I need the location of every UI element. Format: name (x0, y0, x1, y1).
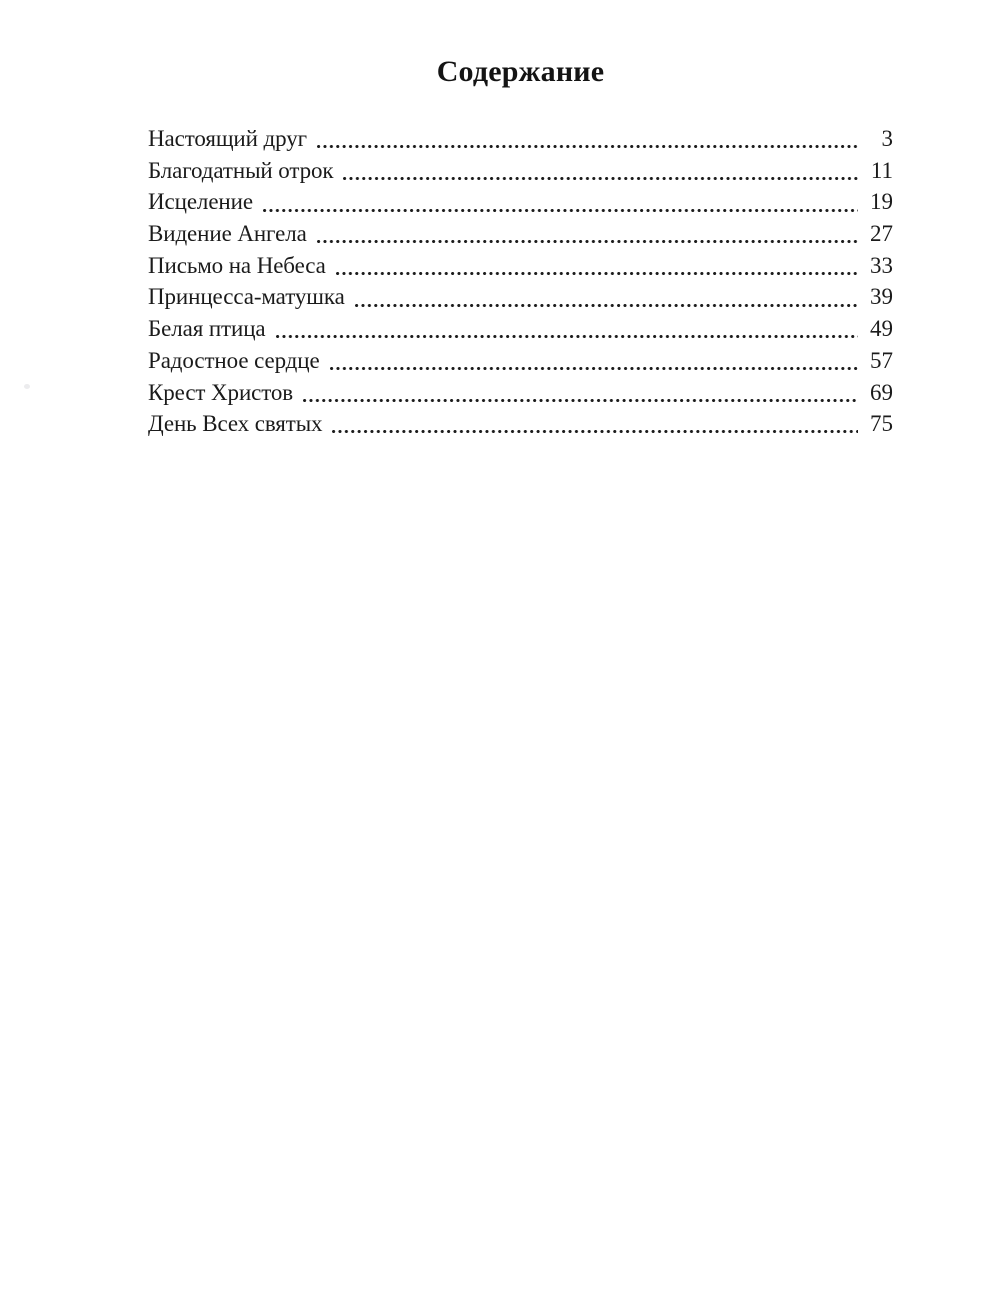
toc-entry-title: Видение Ангела (148, 221, 307, 247)
dot-leader (336, 271, 858, 276)
dot-leader (303, 398, 858, 403)
dot-leader (317, 239, 858, 244)
toc-entry-page-number: 75 (870, 411, 893, 437)
toc-content (148, 0, 893, 440)
toc-entry (148, 155, 893, 187)
dot-leader (332, 429, 858, 434)
toc-entry-title: Благодатный отрок (148, 157, 334, 183)
toc-entry-page-number: 39 (870, 284, 893, 310)
dot-leader (317, 144, 858, 149)
dot-leader (330, 366, 858, 371)
toc-entry (148, 123, 893, 155)
toc-entry (148, 218, 893, 250)
page-title: Содержание (436, 55, 605, 88)
dot-leader (355, 303, 858, 308)
toc-entry-title: День Всех святых (148, 411, 323, 437)
toc-entry-page-number: 19 (870, 189, 893, 215)
toc-entry (148, 281, 893, 313)
toc-entry-page-number: 27 (870, 221, 893, 247)
toc-entry-page-number: 33 (870, 252, 893, 278)
toc-entry-page-number: 3 (881, 126, 893, 151)
toc-entry-title: Принцесса-матушка (148, 284, 345, 310)
dot-leader (276, 334, 858, 339)
scan-speck (24, 384, 30, 389)
toc-entry (148, 408, 893, 440)
dot-leader (263, 208, 858, 213)
toc-entry-page-number: 49 (870, 316, 893, 342)
toc-entry (148, 313, 893, 345)
toc-entry-page-number: 11 (870, 157, 893, 183)
toc-entry (148, 186, 893, 218)
toc-entry-title: Настоящий друг (148, 126, 307, 151)
toc-entry-title: Исцеление (148, 189, 253, 215)
toc-entry-title: Письмо на Небеса (148, 252, 326, 278)
toc-entry-title: Белая птица (148, 316, 266, 342)
toc-entry-page-number: 69 (870, 379, 893, 405)
toc-entry-page-number: 57 (870, 347, 893, 373)
toc-list (148, 123, 893, 440)
toc-entry (148, 345, 893, 377)
dot-leader (343, 176, 858, 181)
toc-entry-title: Радостное сердце (148, 347, 320, 373)
toc-entry (148, 377, 893, 409)
toc-entry (148, 250, 893, 282)
toc-entry-title: Крест Христов (148, 379, 294, 405)
